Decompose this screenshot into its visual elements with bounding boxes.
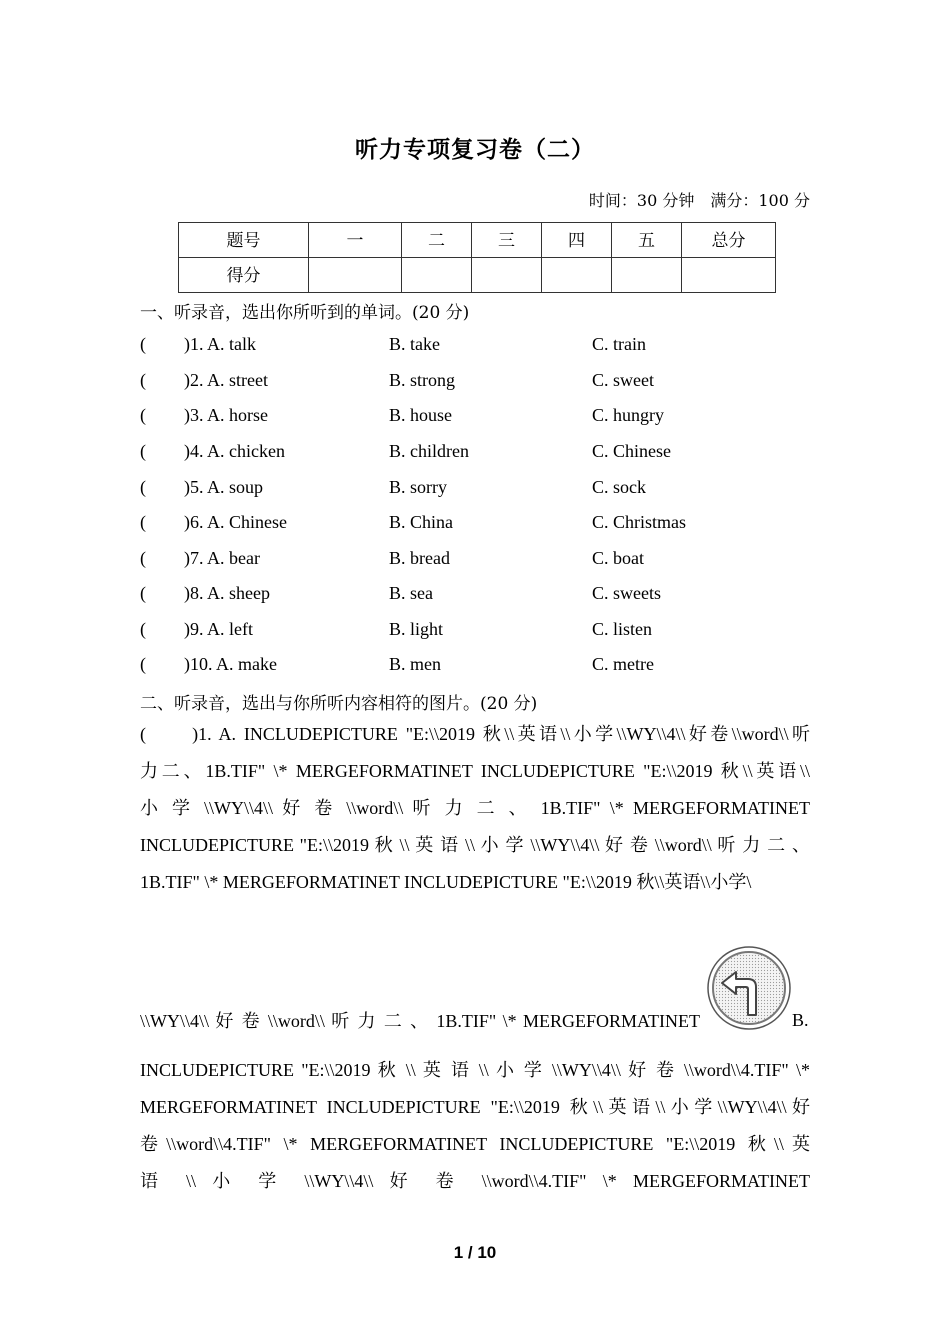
score-cell[interactable] xyxy=(309,258,402,293)
question-row xyxy=(140,405,810,435)
question-row xyxy=(140,477,810,507)
option-c: C. train xyxy=(592,334,646,354)
option-b-label: B. xyxy=(792,1010,809,1030)
score-header-cell: 五 xyxy=(612,223,682,258)
option-b: B. house xyxy=(389,405,452,425)
score-header-cell: 题号 xyxy=(179,223,309,258)
option-a: )8. A. sheep xyxy=(184,583,270,603)
text-line: 语 \\ 小 学 \\WY\\4\\ 好 卷 \\word\\4.TIF" \* MERGEFORMATINET xyxy=(140,1171,810,1191)
option-b: B. take xyxy=(389,334,440,354)
score-table-header-row xyxy=(179,223,776,258)
option-a: )2. A. street xyxy=(184,370,268,390)
score-header-cell: 四 xyxy=(542,223,612,258)
question-row xyxy=(140,548,810,578)
score-cell[interactable] xyxy=(472,258,542,293)
score-header-cell: 总分 xyxy=(682,223,776,258)
page-number: 1 / 10 xyxy=(453,1243,497,1262)
section-2-image-line xyxy=(140,1003,700,1040)
question-row xyxy=(140,654,810,684)
text-line: 卷\\word\\4.TIF" \* MERGEFORMATINET INCLUDEPICTURE "E:\\2019 秋\\英 xyxy=(140,1134,810,1154)
option-b: B. sea xyxy=(389,583,433,603)
answer-paren: ( xyxy=(140,619,146,639)
section-1-title: 一、听录音，选出你所听到的单词。(20 分) xyxy=(140,303,470,323)
option-c: C. sweet xyxy=(592,370,654,390)
answer-paren: ( xyxy=(140,654,146,674)
text-line: MERGEFORMATINET INCLUDEPICTURE "E:\\2019 秋\\英语\\小学\\WY\\4\\好 xyxy=(140,1097,810,1117)
answer-paren: ( xyxy=(140,334,146,354)
option-a: )5. A. soup xyxy=(184,477,264,497)
option-c: C. sweets xyxy=(592,583,661,603)
option-c: C. boat xyxy=(592,548,644,568)
turn-left-sign-icon xyxy=(706,945,792,1031)
option-b: B. sorry xyxy=(389,477,447,497)
section-2-text-top xyxy=(140,716,810,901)
answer-paren: ( xyxy=(140,583,146,603)
section-2-title: 二、听录音，选出与你所听内容相符的图片。(20 分) xyxy=(140,694,538,714)
option-c: C. Christmas xyxy=(592,512,687,532)
time-info: 时间：30 分钟 满分：100 分 xyxy=(588,191,810,210)
option-c: C. metre xyxy=(592,654,654,674)
score-table xyxy=(178,222,776,293)
answer-paren: ( xyxy=(140,548,146,568)
answer-paren: ( xyxy=(140,405,146,425)
question-row xyxy=(140,334,810,364)
score-cell[interactable] xyxy=(612,258,682,293)
text-line: INCLUDEPICTURE "E:\\2019 秋 \\ 英 语 \\ 小 学 \\WY\\4\\ 好 卷 \\word\\ 听 力 二 、 xyxy=(140,835,810,855)
score-row-label: 得分 xyxy=(179,258,309,293)
text-line: \\WY\\4\\ 好 卷 \\word\\ 听 力 二 、 1B.TIF" \* MERGEFORMATINET xyxy=(140,1011,700,1031)
option-a: )3. A. horse xyxy=(184,405,268,425)
score-cell[interactable] xyxy=(542,258,612,293)
option-b: B. bread xyxy=(389,548,450,568)
score-table-score-row xyxy=(179,258,776,293)
score-cell[interactable] xyxy=(682,258,776,293)
option-b: B. light xyxy=(389,619,444,639)
text-line: 力二、1B.TIF" \* MERGEFORMATINET INCLUDEPICTURE "E:\\2019 秋\\英语\\ xyxy=(140,761,810,781)
option-c: C. listen xyxy=(592,619,653,639)
page-title: 听力专项复习卷（二） xyxy=(355,136,595,163)
question-row xyxy=(140,619,810,649)
answer-paren: ( xyxy=(140,477,146,497)
option-c: C. sock xyxy=(592,477,646,497)
score-cell[interactable] xyxy=(402,258,472,293)
option-b: B. China xyxy=(389,512,454,532)
option-a: )10. A. make xyxy=(184,654,277,674)
option-c: C. hungry xyxy=(592,405,664,425)
answer-paren: ( xyxy=(140,441,146,461)
option-a: )1. A. talk xyxy=(184,334,256,354)
option-b: B. strong xyxy=(389,370,456,390)
option-b: B. children xyxy=(389,441,469,461)
text-line: INCLUDEPICTURE "E:\\2019 秋 \\ 英 语 \\ 小 学 \\WY\\4\\ 好 卷 \\word\\4.TIF" \* xyxy=(140,1060,810,1080)
text-line: ( )1. A. INCLUDEPICTURE "E:\\2019 秋\\英语\\小学\\WY\\4\\好卷\\word\\听 xyxy=(140,724,810,744)
score-header-cell: 二 xyxy=(402,223,472,258)
option-a: )6. A. Chinese xyxy=(184,512,287,532)
question-row xyxy=(140,512,810,542)
option-a: )4. A. chicken xyxy=(184,441,285,461)
score-header-cell: 一 xyxy=(309,223,402,258)
answer-paren: ( xyxy=(140,370,146,390)
score-header-cell: 三 xyxy=(472,223,542,258)
answer-paren: ( xyxy=(140,512,146,532)
text-line: 1B.TIF" \* MERGEFORMATINET INCLUDEPICTURE "E:\\2019 秋\\英语\\小学\ xyxy=(140,872,752,892)
option-c: C. Chinese xyxy=(592,441,671,461)
question-row xyxy=(140,370,810,400)
question-row xyxy=(140,583,810,613)
section-2-text-bottom xyxy=(140,1052,810,1200)
option-b: B. men xyxy=(389,654,441,674)
question-row xyxy=(140,441,810,471)
option-a: )9. A. left xyxy=(184,619,253,639)
text-line: 小 学 \\WY\\4\\ 好 卷 \\word\\ 听 力 二 、 1B.TIF" \* MERGEFORMATINET xyxy=(140,798,810,818)
option-a: )7. A. bear xyxy=(184,548,260,568)
